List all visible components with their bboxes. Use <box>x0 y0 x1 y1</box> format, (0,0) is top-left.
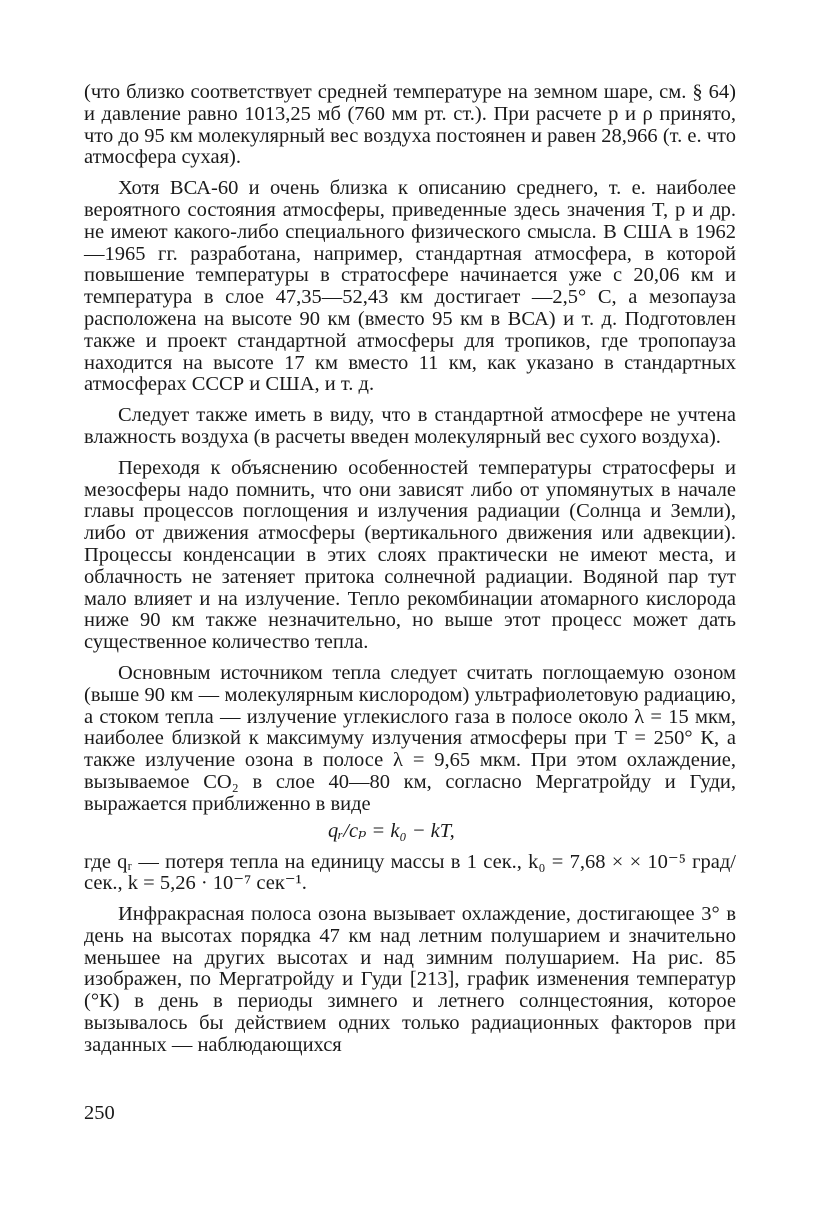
paragraph-3: Следует также иметь в виду, что в стандартной атмосфере не учтена влажность воздуха (в расчеты введен молекулярный вес сухого воздуха). <box>84 404 736 448</box>
paragraph-4: Переходя к объяснению особенностей температуры стратосферы и мезосферы надо помнить, что они зависят либо от упомянутых в начале главы процессов поглощения и излучения радиации (Солнца и Земли), либо от движения атмосферы (вертикального движения или адвекции). Процессы конденсации в этих слоях практически не имеют места, и облачность не затеняет притока солнечной радиации. Водяной пар тут мало влияет и на излучение. Тепло рекомбинации атомарного кислорода ниже 90 км также незначительно, но выше этот процесс может дать существенное количество тепла. <box>84 456 736 654</box>
paragraph-6: Инфракрасная полоса озона вызывает охлаждение, достигающее 3° в день на высотах порядка 47 км над летним полушарием и значительно меньшее на других высотах и над зимним полушарием. На рис. 85 изображен, по Мергатройду и Гуди [213], график изменения температур (°К) в день в периоды зимнего и летнего солнцестояния, которое вызывалось бы действием одних только радиационных факторов при заданных — наблюдающихся <box>84 903 736 1056</box>
paragraph-1: (что близко соответствует средней температуре на земном шаре, см. § 64) и давление равно 1013,25 мб (760 мм рт. ст.). При расчете p и ρ принято, что до 95 км молекулярный вес воздуха постоянен и равен 28,966 (т. е. что атмосфера сухая). <box>84 81 736 169</box>
page-number: 250 <box>84 1102 115 1124</box>
formula: qᵣ/cₚ = k₀ − kT, <box>328 819 455 842</box>
paragraph-5: Основным источником тепла следует считать поглощаемую озоном (выше 90 км — молекулярным кислородом) ультрафиолетовую радиацию, а стоком тепла — излучение углекислого газа в полосе около λ = 15 мкм, наиболее близкой к максимуму излучения атмосферы при T = 250° К, а также излучение озона в полосе λ = 9,65 мкм. При этом охлаждение, вызываемое CO₂ в слое 40—80 км, согласно Мергатройду и Гуди, выражается приближенно в виде <box>84 661 736 815</box>
page-body <box>84 82 736 1057</box>
formula-explanation: где qᵣ — потеря тепла на единицу массы в 1 сек., k₀ = 7,68 × × 10⁻⁵ град/сек., k = 5,26 · 10⁻⁷ сек⁻¹. <box>84 850 736 895</box>
paragraph-2: Хотя ВСА-60 и очень близка к описанию среднего, т. е. наиболее вероятного состояния атмосферы, приведенные здесь значения T, p и др. не имеют какого-либо специального физического смысла. В США в 1962—1965 гг. разработана, например, стандартная атмосфера, в которой повышение температуры в стратосфере начинается уже с 20,06 км и температура в слое 47,35—52,43 км достигает —2,5° С, а мезопауза расположена на высоте 90 км (вместо 95 км в ВСА) и т. д. Подготовлен также и проект стандартной атмосферы для тропиков, где тропопауза находится на высоте 17 км вместо 11 км, как указано в стандартных атмосферах СССР и США, и т. д. <box>84 177 736 396</box>
